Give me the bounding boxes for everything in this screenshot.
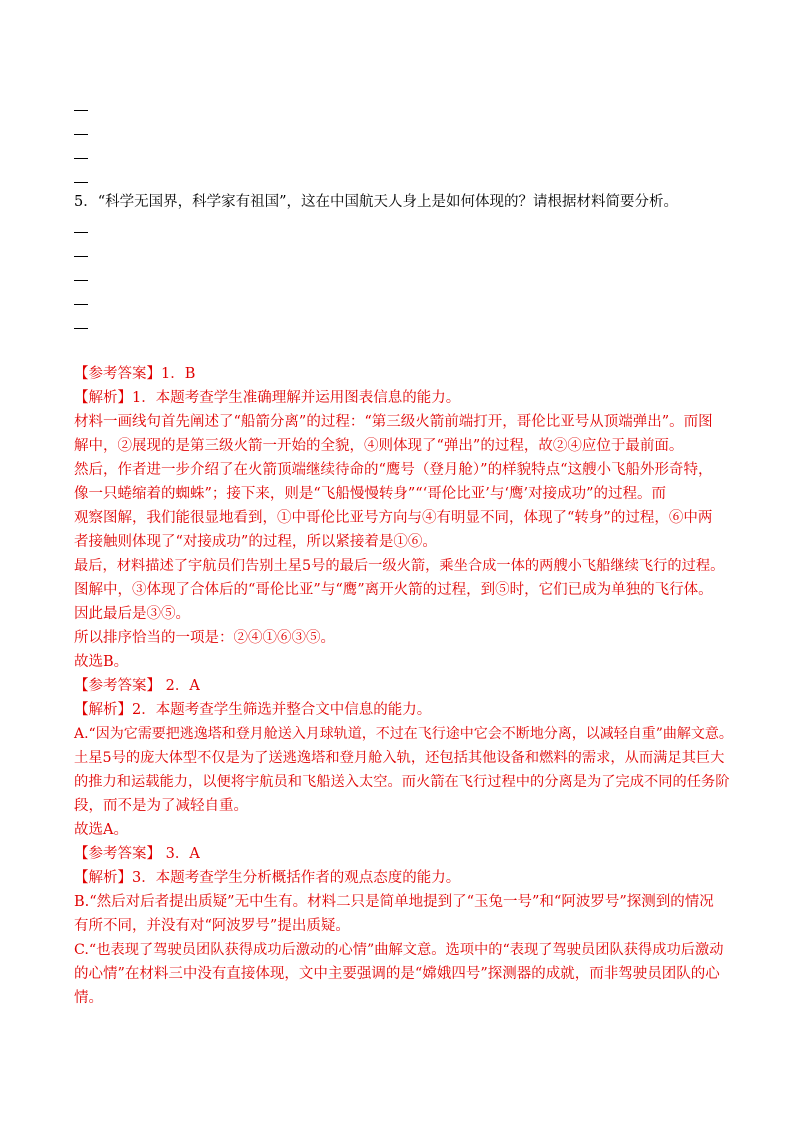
analysis-text: 故选B。 [74, 654, 129, 670]
answer-blank-line [74, 256, 88, 257]
analysis-text: 图解中，③体现了合体后的“哥伦比亚”与“鹰”离开火箭的过程，到⑤时，它们已成为单独的飞行体。 [74, 582, 713, 598]
analysis-text: 然后，作者进一步介绍了在火箭顶端继续待命的“鹰号（登月舱）”的样貌特点“这艘小飞船外形奇特， [74, 462, 713, 478]
analysis-text: 的心情”在材料三中没有直接体现，文中主要强调的是“嫦娥四号”探测器的成就，而非驾驶员团队的心 [74, 966, 720, 982]
question-5: 5．“科学无国界，科学家有祖国”，这在中国航天人身上是如何体现的？请根据材料简要分析。 [74, 194, 679, 210]
analysis-text: 者接触则体现了“对接成功”的过程，所以紧接着是①⑥。 [74, 534, 437, 550]
analysis-text: B.“然后对后者提出质疑”无中生有。材料二只是简单地提到了“玉兔一号”和“阿波罗号”探测到的情况 [74, 894, 714, 910]
answer-blank-line [74, 158, 88, 159]
analysis-text: 情。 [74, 990, 103, 1006]
analysis-heading-1: 【解析】1．本题考查学生准确理解并运用图表信息的能力。 [74, 390, 461, 406]
analysis-text: A.“因为它需要把逃逸塔和登月舱送入月球轨道，不过在飞行途中它会不断地分离，以减轻自重”曲解文意。 [74, 726, 733, 742]
answer-blank-line [74, 280, 88, 281]
answer-blank-line [74, 232, 88, 233]
analysis-text: 有所不同，并没有对“阿波罗号”提出质疑。 [74, 918, 350, 934]
analysis-text: 像一只蜷缩着的蜘蛛”；接下来，则是“飞船慢慢转身”“‘哥伦比亚’与‘鹰’对接成功”的过程。而 [74, 486, 666, 502]
analysis-text: 段，而不是为了减轻自重。 [74, 798, 248, 814]
analysis-heading-2: 【解析】2．本题考查学生筛选并整合文中信息的能力。 [74, 702, 432, 718]
analysis-text: 材料一画线句首先阐述了“船箭分离”的过程：“第三级火箭前端打开，哥伦比亚号从顶端弹出”。而图 [74, 414, 713, 430]
analysis-text: 的推力和运载能力，以便将宇航员和飞船送入太空。而火箭在飞行过程中的分离是为了完成不同的任务阶 [74, 774, 730, 790]
answer-blank-line [74, 328, 88, 329]
answer-blank-line [74, 304, 88, 305]
analysis-text: 故选A。 [74, 822, 128, 838]
analysis-text: 所以排序恰当的一项是：②④①⑥③⑤。 [74, 630, 335, 646]
answer-blank-line [74, 134, 88, 135]
analysis-text: 最后，材料描述了宇航员们告别土星5号的最后一级火箭，乘坐合成一体的两艘小飞船继续飞行的过程。 [74, 558, 725, 574]
answer-blank-line [74, 110, 88, 111]
answer-heading-3: 【参考答案】 3．A [74, 846, 200, 862]
analysis-text: 因此最后是③⑤。 [74, 606, 190, 622]
analysis-text: 土星5号的庞大体型不仅是为了送逃逸塔和登月舱入轨，还包括其他设备和燃料的需求，从而满足其巨大 [74, 750, 725, 766]
analysis-text: C.“也表现了驾驶员团队获得成功后激动的心情”曲解文意。选项中的“表现了驾驶员团队获得成功后激动 [74, 942, 724, 958]
answer-heading-1: 【参考答案】1．B [74, 366, 196, 382]
answer-heading-2: 【参考答案】 2．A [74, 678, 200, 694]
analysis-text: 观察图解，我们能很显地看到，①中哥伦比亚号方向与④有明显不同，体现了“转身”的过程，⑥中两 [74, 510, 713, 526]
analysis-heading-3: 【解析】3．本题考查学生分析概括作者的观点态度的能力。 [74, 870, 461, 886]
analysis-text: 解中，②展现的是第三级火箭一开始的全貌，④则体现了“弹出”的过程，故②④应位于最前面。 [74, 438, 684, 454]
answer-blank-line [74, 182, 88, 183]
